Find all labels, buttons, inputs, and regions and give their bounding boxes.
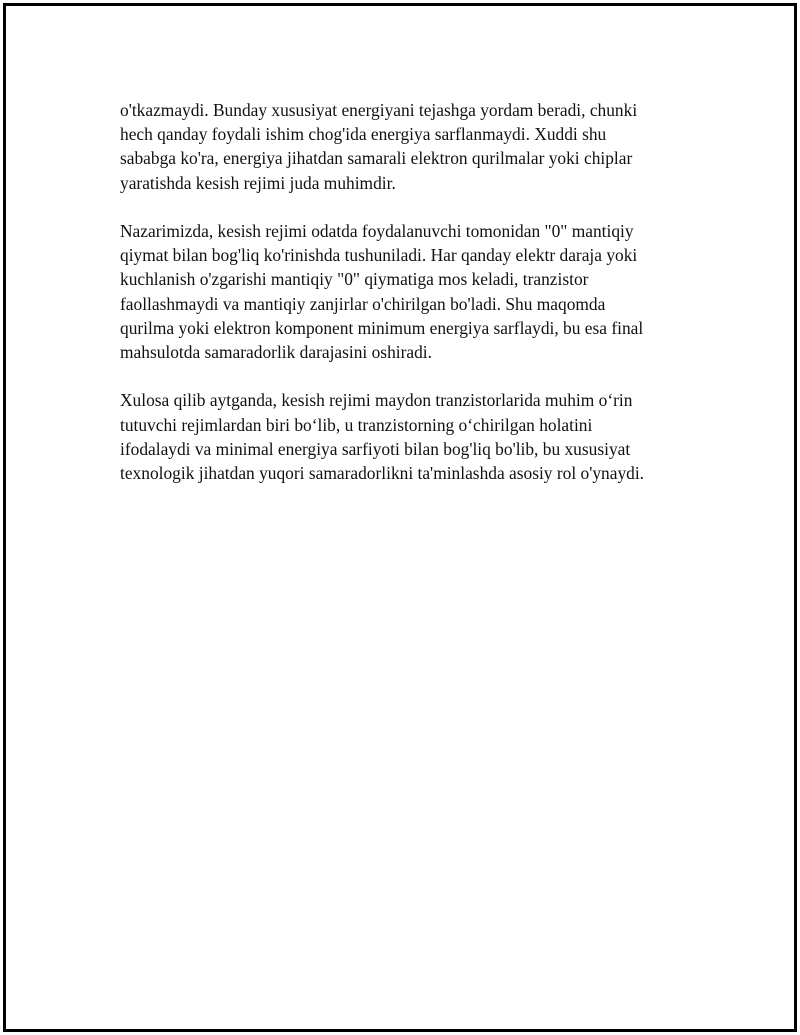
- text-line: tutuvchi rejimlardan biri bo‘lib, u tranzistorning o‘chirilgan holatini: [120, 414, 593, 435]
- text-line: mahsulotda samaradorlik darajasini oshiradi.: [120, 342, 432, 363]
- text-line: hech qanday foydali ishim chog'ida energiya sarflanmaydi. Xuddi shu: [120, 124, 607, 145]
- paragraph-energy-saving: [120, 98, 680, 195]
- text-line: Xulosa qilib aytganda, kesish rejimi maydon tranzistorlarida muhim o‘rin: [120, 390, 633, 411]
- paragraph-conclusion: [120, 388, 680, 485]
- document-body: [120, 98, 680, 509]
- text-line: qurilma yoki elektron komponent minimum energiya sarflaydi, bu esa final: [120, 317, 644, 338]
- text-line: Nazarimizda, kesish rejimi odatda foydalanuvchi tomonidan "0" mantiqiy: [120, 221, 634, 241]
- text-line: texnologik jihatdan yuqori samaradorlikni ta'minlashda asosiy rol o'ynaydi.: [120, 463, 645, 484]
- text-line: o'tkazmaydi. Bunday xususiyat energiyani tejashga yordam beradi, chunki: [120, 100, 638, 120]
- text-line: sababga ko'ra, energiya jihatdan samarali elektron qurilmalar yoki chiplar: [120, 148, 633, 169]
- text-line: ifodalaydi va minimal energiya sarfiyoti bilan bog'liq bo'lib, bu xususiyat: [120, 438, 631, 459]
- text-line: kuchlanish o'zgarishi mantiqiy "0" qiymatiga mos keladi, tranzistor: [120, 269, 589, 290]
- paragraph-logic-zero: [120, 219, 680, 364]
- text-line: yaratishda kesish rejimi juda muhimdir.: [120, 172, 396, 193]
- text-line: qiymat bilan bog'liq ko'rinishda tushuniladi. Har qanday elektr daraja yoki: [120, 245, 638, 266]
- document-page: [3, 3, 797, 1032]
- text-line: faollashmaydi va mantiqiy zanjirlar o'chirilgan bo'ladi. Shu maqomda: [120, 293, 606, 314]
